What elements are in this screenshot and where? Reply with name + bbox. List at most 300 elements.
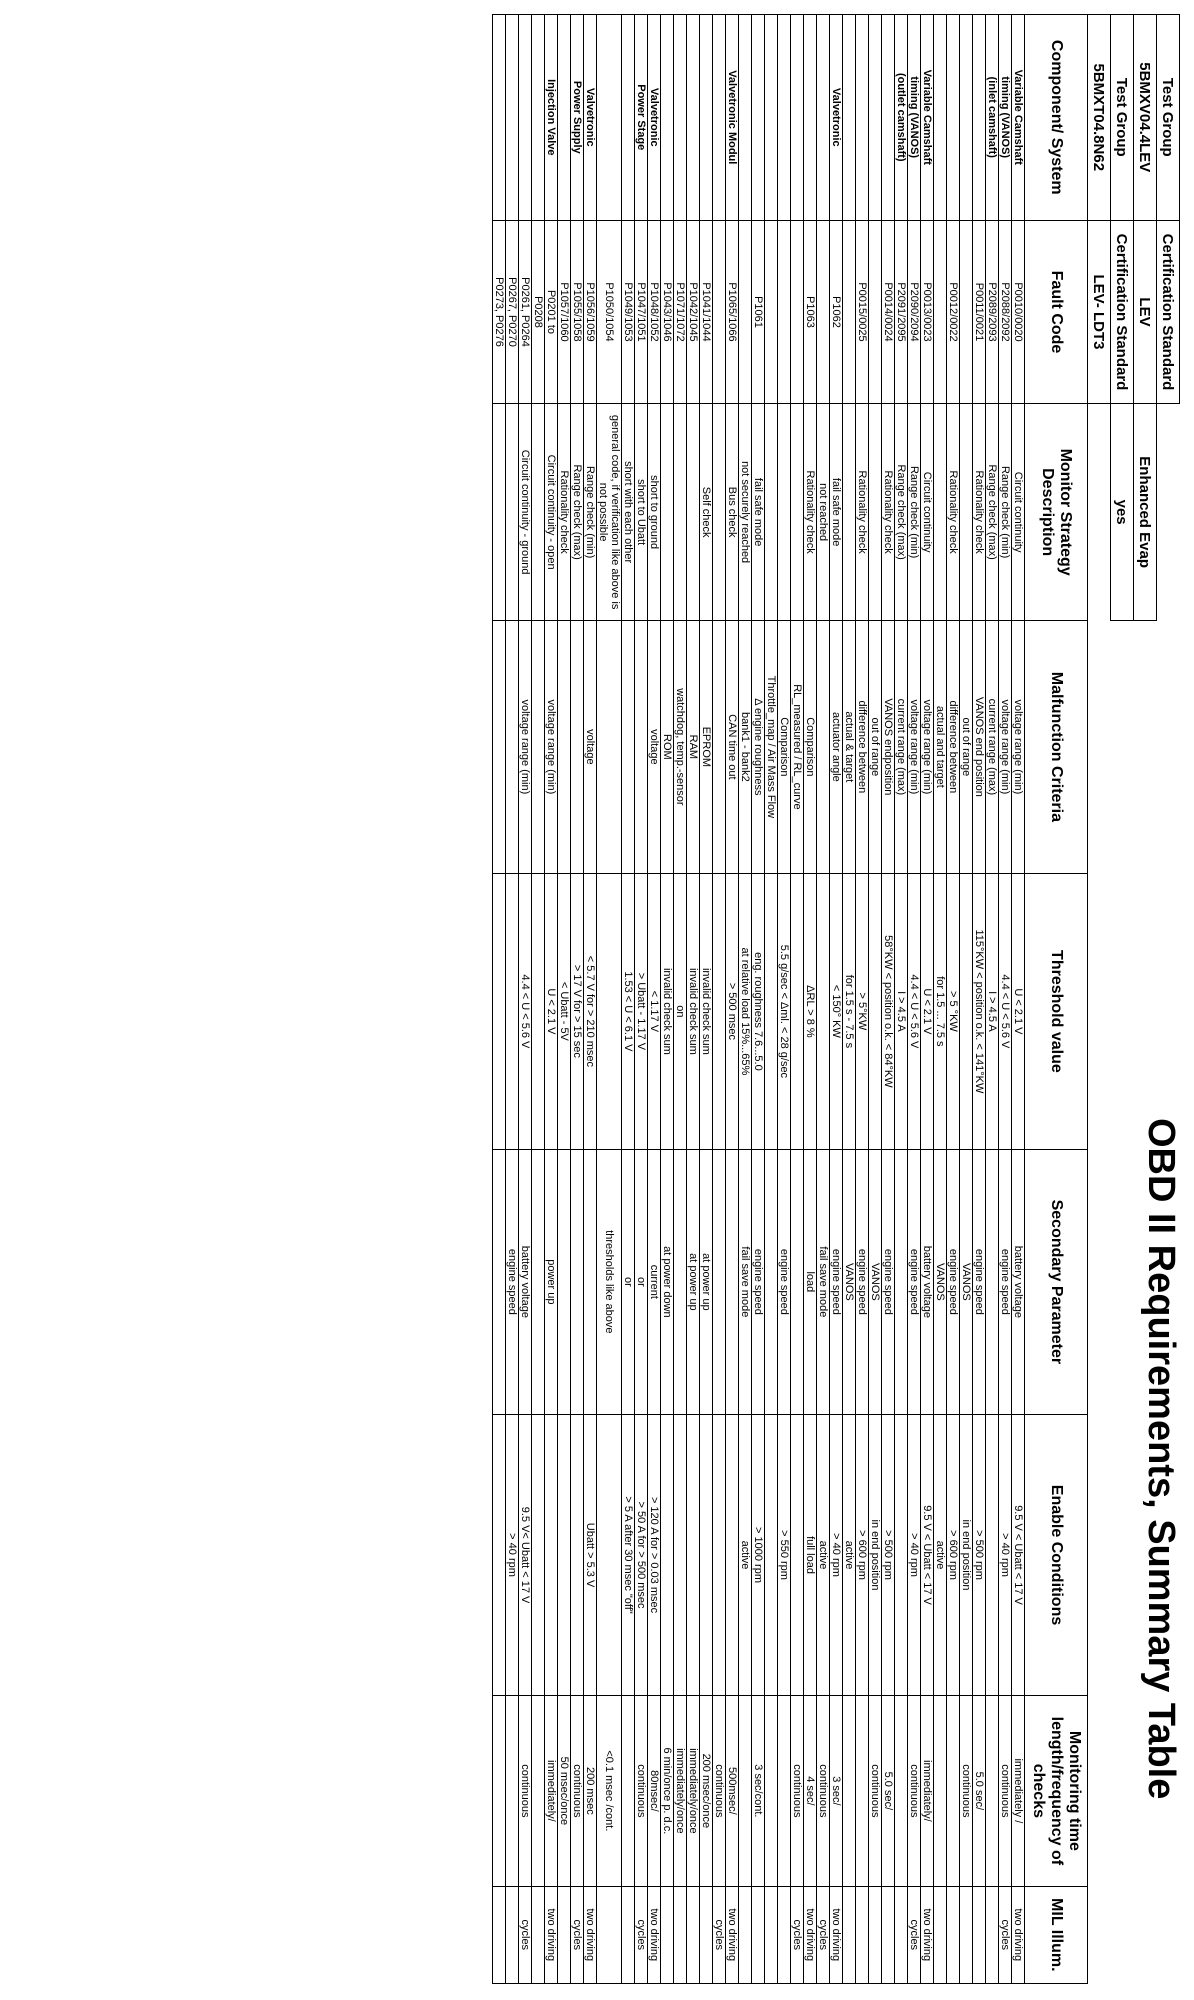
threshold-value-cell [817,873,830,1149]
fault-code-cell [960,220,973,404]
malfunction-criteria-cell: voltage range (min) [999,620,1012,873]
malfunction-criteria-cell: out of range [869,620,882,873]
malfunction-criteria-cell: bank1 - bank2 [739,620,752,873]
enable-conditions-cell [687,1414,700,1695]
enable-conditions-cell: active [739,1414,752,1695]
component-cell [700,15,713,221]
table-row [584,15,597,1984]
fault-code-cell: P0013/0023 [921,220,934,404]
monitor-strategy-cell: not reached [817,404,830,620]
component-cell [843,15,856,221]
fault-code-cell: P2090/2094 [908,220,921,404]
component-cell: Valvetronic [584,15,597,221]
monitoring-time-cell: immediately/ [921,1696,934,1886]
monitor-strategy-cell: Circuit continuity [1012,404,1025,620]
threshold-value-cell: > Ubatt - 1.17 V [635,873,648,1149]
monitor-strategy-cell [778,404,791,620]
test-group-label: Test Group [1111,15,1134,221]
malfunction-criteria-cell [635,620,648,873]
malfunction-criteria-cell: voltage [648,620,661,873]
fault-code-cell: P2089/2093 [986,220,999,404]
enable-conditions-cell: in end position [960,1414,973,1695]
malfunction-criteria-cell: VANOS endposition [882,620,895,873]
header-row [1111,15,1134,1984]
certification-standard-label: Certification Standard [1111,220,1134,404]
component-cell: Variable Camshaft [921,15,934,221]
mil-illum-cell [661,1886,674,1983]
component-cell [674,15,687,221]
monitor-strategy-cell: short to ground [648,404,661,620]
threshold-value-cell: on [674,873,687,1149]
component-cell: (outlet camshaft) [895,15,908,221]
mil-illum-cell [765,1886,778,1983]
malfunction-criteria-cell: actuator angle [830,620,843,873]
fault-code-cell: P1057/1060 [558,220,571,404]
fault-code-cell: P1047/1051 [635,220,648,404]
fault-code-cell [778,220,791,404]
table-row [597,15,622,1984]
monitor-strategy-cell [687,404,700,620]
threshold-value-cell: for 1.5 s - 7.5 s [843,873,856,1149]
table-row [661,15,674,1984]
mil-illum-cell [895,1886,908,1983]
monitor-strategy-cell: Range check (max) [571,404,584,620]
table-row [921,15,934,1984]
mil-illum-cell: cycles [817,1886,830,1983]
malfunction-criteria-cell: VANOS end position [973,620,986,873]
fault-code-cell: P1065/1066 [726,220,739,404]
table-row [622,15,635,1984]
table-row [817,15,830,1984]
enable-conditions-cell: 9.5 V < Ubatt < 17 V [1012,1414,1025,1695]
fault-code-cell [869,220,882,404]
secondary-parameter-cell: engine speed [830,1149,843,1414]
test-group-value: 5BMXT04.8N62 [1088,15,1111,221]
component-cell [558,15,571,221]
fault-code-cell: P1048/1052 [648,220,661,404]
malfunction-criteria-cell: CAN time out [726,620,739,873]
header-row [1088,15,1111,1984]
monitoring-time-cell: 500msec/ [726,1696,739,1886]
malfunction-criteria-cell: Δ engine roughness [752,620,765,873]
test-group-label: Test Group [1157,15,1180,221]
column-header: Monitoring time length/frequency of checks [1025,1696,1088,1886]
monitor-strategy-cell [713,404,726,620]
malfunction-criteria-cell [597,620,622,873]
monitor-strategy-cell: not securely reached [739,404,752,620]
secondary-parameter-cell: at power up [687,1149,700,1414]
threshold-value-cell: invalid check sum [700,873,713,1149]
mil-illum-cell [986,1886,999,1983]
threshold-value-cell [506,873,519,1149]
table-row [973,15,986,1984]
threshold-value-cell: 1.53 < U < 6.1 V [622,873,635,1149]
enable-conditions-cell [700,1414,713,1695]
mil-illum-cell: two driving [648,1886,661,1983]
secondary-parameter-cell: power up [545,1149,558,1414]
mil-illum-cell: cycles [519,1886,532,1983]
table-row [765,15,778,1984]
malfunction-criteria-cell: out of range [960,620,973,873]
fault-code-cell: P0010/0020 [1012,220,1025,404]
secondary-parameter-cell: current [648,1149,661,1414]
mil-illum-cell: two driving [830,1886,843,1983]
secondary-parameter-cell: engine speed [778,1149,791,1414]
mil-illum-cell [674,1886,687,1983]
threshold-value-cell: 5.5 g/sec < Δml. < 28 g/sec [778,873,791,1149]
fault-code-cell: P0267, P0270 [506,220,519,404]
threshold-value-cell: > 17 V for > 15 sec [571,873,584,1149]
monitoring-time-cell: 50 msec/once [558,1696,571,1886]
secondary-parameter-cell [493,1149,506,1414]
malfunction-criteria-cell [558,620,571,873]
page-title: OBD II Requirements, Summary Table [1140,1118,1182,1800]
enable-conditions-cell: in end position [869,1414,882,1695]
threshold-value-cell: 4.4 < U < 5.6 V [519,873,532,1149]
table-row [960,15,973,1984]
component-cell: Injection Valve [545,15,558,221]
secondary-parameter-cell: battery voltage [519,1149,532,1414]
secondary-parameter-cell: engine speed [752,1149,765,1414]
header-row [1134,15,1157,1984]
monitor-strategy-cell: Circuit continuity - open [545,404,558,620]
certification-standard-value: LEV [1134,220,1157,404]
threshold-value-cell: for 1.5 ... 7.5 s [934,873,947,1149]
monitor-strategy-cell: Range check (min) [999,404,1012,620]
monitor-strategy-cell: Self check [700,404,713,620]
component-cell [752,15,765,221]
secondary-parameter-cell [558,1149,571,1414]
secondary-parameter-cell: VANOS [934,1149,947,1414]
table-row [713,15,726,1984]
column-header: Threshold value [1025,873,1088,1149]
mil-illum-cell [960,1886,973,1983]
component-cell: timing (VANOS) [999,15,1012,221]
monitoring-time-cell: immediately/once [687,1696,700,1886]
component-cell [765,15,778,221]
threshold-value-cell [532,873,545,1149]
mil-illum-cell: cycles [908,1886,921,1983]
monitor-strategy-cell: Rationality check [558,404,571,620]
enable-conditions-cell [532,1414,545,1695]
monitoring-time-cell: immediately/once [674,1696,687,1886]
monitoring-time-cell [493,1696,506,1886]
mil-illum-cell [856,1886,869,1983]
threshold-value-cell: 4.4 < U < 5.6 V [908,873,921,1149]
secondary-parameter-cell: engine speed [506,1149,519,1414]
threshold-value-cell: invalid check sum [687,873,700,1149]
malfunction-criteria-cell: actual & target [843,620,856,873]
enable-conditions-cell: full load [804,1414,817,1695]
component-cell [713,15,726,221]
monitoring-time-cell [739,1696,752,1886]
table-row [571,15,584,1984]
table-row [986,15,999,1984]
table-row [830,15,843,1984]
table-row [726,15,739,1984]
table-row [882,15,895,1984]
malfunction-criteria-cell: voltage [584,620,597,873]
enable-conditions-cell: 9.5 V< Ubatt < 17 V [519,1414,532,1695]
component-cell [622,15,635,221]
threshold-value-cell: at relative load 15%...65% [739,873,752,1149]
fault-code-cell: P1071/1072 [674,220,687,404]
secondary-parameter-cell: battery voltage [1012,1149,1025,1414]
malfunction-criteria-cell: voltage range (min) [519,620,532,873]
enable-conditions-cell: > 40 rpm [506,1414,519,1695]
mil-illum-cell: two driving [804,1886,817,1983]
monitor-strategy-cell [506,404,519,620]
secondary-parameter-cell [571,1149,584,1414]
threshold-value-cell: U < 2.1 V [1012,873,1025,1149]
monitoring-time-cell [765,1696,778,1886]
malfunction-criteria-cell: difference between [856,620,869,873]
fault-code-cell: P1041/1044 [700,220,713,404]
secondary-parameter-cell [791,1149,804,1414]
enable-conditions-cell: > 40 rpm [830,1414,843,1695]
threshold-value-cell: > 500 msec [726,873,739,1149]
secondary-parameter-cell: engine speed [882,1149,895,1414]
table-row [856,15,869,1984]
fault-code-cell: P0015/0025 [856,220,869,404]
column-header: Secondary Parameter [1025,1149,1088,1414]
monitor-strategy-cell [532,404,545,620]
secondary-parameter-cell: engine speed [947,1149,960,1414]
table-row [506,15,519,1984]
monitor-strategy-cell: Rationality check [947,404,960,620]
enable-conditions-cell: 9.5 V < Ubatt < 17 V [921,1414,934,1695]
threshold-value-cell [493,873,506,1149]
threshold-value-cell: 58°KW < position o.k. < 84°KW [882,873,895,1149]
component-cell: (inlet camshaft) [986,15,999,221]
component-cell [493,15,506,221]
monitoring-time-cell [532,1696,545,1886]
threshold-value-cell [765,873,778,1149]
mil-illum-cell: cycles [999,1886,1012,1983]
secondary-parameter-cell [674,1149,687,1414]
enable-conditions-cell: active [817,1414,830,1695]
monitoring-time-cell: 200 msec [584,1696,597,1886]
fault-code-cell: P0011/0021 [973,220,986,404]
monitoring-time-cell [986,1696,999,1886]
monitoring-time-cell [934,1696,947,1886]
component-cell [856,15,869,221]
mil-illum-cell [947,1886,960,1983]
secondary-parameter-cell: or [635,1149,648,1414]
threshold-value-cell: I > 4.5 A [986,873,999,1149]
fault-code-cell: P1056/1059 [584,220,597,404]
secondary-parameter-cell [895,1149,908,1414]
table-row [739,15,752,1984]
mil-illum-cell: cycles [571,1886,584,1983]
enable-conditions-cell [986,1414,999,1695]
column-header: Monitor Strategy Description [1025,404,1088,620]
fault-code-cell [934,220,947,404]
monitor-strategy-cell: short with each other [622,404,635,620]
enable-conditions-cell [674,1414,687,1695]
monitor-strategy-cell [791,404,804,620]
enable-conditions-cell: > 600 rpm [856,1414,869,1695]
mil-illum-cell [532,1886,545,1983]
enable-conditions-cell: > 500 rpm [973,1414,986,1695]
monitoring-time-cell: 4 sec/ [804,1696,817,1886]
monitor-strategy-cell: Rationality check [804,404,817,620]
column-header: MIL Illum. [1025,1886,1088,1983]
table-row [648,15,661,1984]
header-row [1157,15,1180,1984]
monitoring-time-cell [622,1696,635,1886]
enable-conditions-cell [545,1414,558,1695]
monitoring-time-cell: <0.1 msec /cont. [597,1696,622,1886]
secondary-parameter-cell [532,1149,545,1414]
threshold-value-cell [791,873,804,1149]
column-header-row [1025,15,1088,1984]
table-row [947,15,960,1984]
enable-conditions-cell [895,1414,908,1695]
enable-conditions-cell [558,1414,571,1695]
monitor-strategy-cell: Bus check [726,404,739,620]
mil-illum-cell [934,1886,947,1983]
enable-conditions-cell: > 120 A for > 0.03 msec [648,1414,661,1695]
threshold-value-cell: > 5°KW [856,873,869,1149]
fault-code-cell [817,220,830,404]
enable-conditions-cell [493,1414,506,1695]
certification-standard-label: Certification Standard [1157,220,1180,404]
fault-code-cell [765,220,778,404]
threshold-value-cell: U < 2.1 V [921,873,934,1149]
monitor-strategy-cell [843,404,856,620]
monitoring-time-cell: 5.0 sec/ [973,1696,986,1886]
enable-conditions-cell [713,1414,726,1695]
monitor-strategy-cell [960,404,973,620]
secondary-parameter-cell: at power down [661,1149,674,1414]
monitor-strategy-cell: Range check (max) [895,404,908,620]
malfunction-criteria-cell: voltage range (min) [908,620,921,873]
secondary-parameter-cell [713,1149,726,1414]
column-header: Fault Code [1025,220,1088,404]
malfunction-criteria-cell [493,620,506,873]
secondary-parameter-cell [765,1149,778,1414]
mil-illum-cell: two driving [726,1886,739,1983]
monitoring-time-cell [895,1696,908,1886]
enhanced-evap-value: yes [1111,404,1134,620]
enable-conditions-cell: > 550 rpm [778,1414,791,1695]
secondary-parameter-cell: fail save mode [739,1149,752,1414]
mil-illum-cell [493,1886,506,1983]
table-row [934,15,947,1984]
fault-code-cell: P0208 [532,220,545,404]
monitoring-time-cell: continuous [519,1696,532,1886]
fault-code-cell: P1050/1054 [597,220,622,404]
secondary-parameter-cell: VANOS [869,1149,882,1414]
component-cell [869,15,882,221]
fault-code-cell: P0012/0022 [947,220,960,404]
table-row [869,15,882,1984]
component-cell: Valvetronic [830,15,843,221]
malfunction-criteria-cell: voltage range (min) [545,620,558,873]
mil-illum-cell [843,1886,856,1983]
malfunction-criteria-cell: watchdog, temp.-sensor [674,620,687,873]
secondary-parameter-cell: battery voltage [921,1149,934,1414]
table-row [778,15,791,1984]
threshold-value-cell: I > 4.5 A [895,873,908,1149]
fault-code-cell: P0261, P0264 [519,220,532,404]
monitor-strategy-cell: Circuit continuity - ground [519,404,532,620]
enable-conditions-cell: Ubatt > 5.3 V [584,1414,597,1695]
malfunction-criteria-cell: actual and target [934,620,947,873]
monitoring-time-cell: continuous [960,1696,973,1886]
enable-conditions-cell [791,1414,804,1695]
component-cell: timing (VANOS) [908,15,921,221]
monitoring-time-cell: continuous [635,1696,648,1886]
component-cell [791,15,804,221]
table-row [674,15,687,1984]
malfunction-criteria-cell: current range (max) [986,620,999,873]
enable-conditions-cell: > 1000 rpm [752,1414,765,1695]
secondary-parameter-cell: fail save mode [817,1149,830,1414]
threshold-value-cell [597,873,622,1149]
enable-conditions-cell: > 5 A after 30 msec "off" [622,1414,635,1695]
component-cell [882,15,895,221]
fault-code-cell: P1063 [804,220,817,404]
secondary-parameter-cell: VANOS [960,1149,973,1414]
certification-standard-value: LEV- LDT3 [1088,220,1111,404]
monitoring-time-cell: immediately / [1012,1696,1025,1886]
monitoring-time-cell: continuous [908,1696,921,1886]
component-cell: Power Stage [635,15,648,221]
threshold-value-cell: ΔRL > 8 % [804,873,817,1149]
mil-illum-cell [752,1886,765,1983]
fault-code-cell: P1055/1058 [571,220,584,404]
monitor-strategy-cell: Rationality check [856,404,869,620]
mil-illum-cell [597,1886,622,1983]
secondary-parameter-cell: thresholds like above [597,1149,622,1414]
mil-illum-cell: two driving [584,1886,597,1983]
threshold-value-cell [960,873,973,1149]
enable-conditions-cell [661,1414,674,1695]
enable-conditions-cell [597,1414,622,1695]
component-cell [532,15,545,221]
enable-conditions-cell [571,1414,584,1695]
table-row [791,15,804,1984]
malfunction-criteria-cell: voltage range (min) [921,620,934,873]
component-cell [506,15,519,221]
secondary-parameter-cell: or [622,1149,635,1414]
monitor-strategy-cell: Circuit continuity [921,404,934,620]
threshold-value-cell [713,873,726,1149]
secondary-parameter-cell [726,1149,739,1414]
table-row [558,15,571,1984]
malfunction-criteria-cell: EPROM [700,620,713,873]
fault-code-cell: P0014/0024 [882,220,895,404]
threshold-value-cell: > 5 °KW [947,873,960,1149]
obd-summary-table [492,14,1180,1984]
secondary-parameter-cell: VANOS [843,1149,856,1414]
fault-code-cell: P2088/2092 [999,220,1012,404]
monitor-strategy-cell: short to Ubatt [635,404,648,620]
component-cell [817,15,830,221]
mil-illum-cell [869,1886,882,1983]
malfunction-criteria-cell: RAM [687,620,700,873]
mil-illum-cell [622,1886,635,1983]
monitor-strategy-cell [869,404,882,620]
mil-illum-cell [700,1886,713,1983]
fault-code-cell [843,220,856,404]
monitor-strategy-cell: Range check (max) [986,404,999,620]
mil-illum-cell [882,1886,895,1983]
component-cell: Valvetronic Modul [726,15,739,221]
enhanced-evap-label: Enhanced Evap [1134,404,1157,620]
